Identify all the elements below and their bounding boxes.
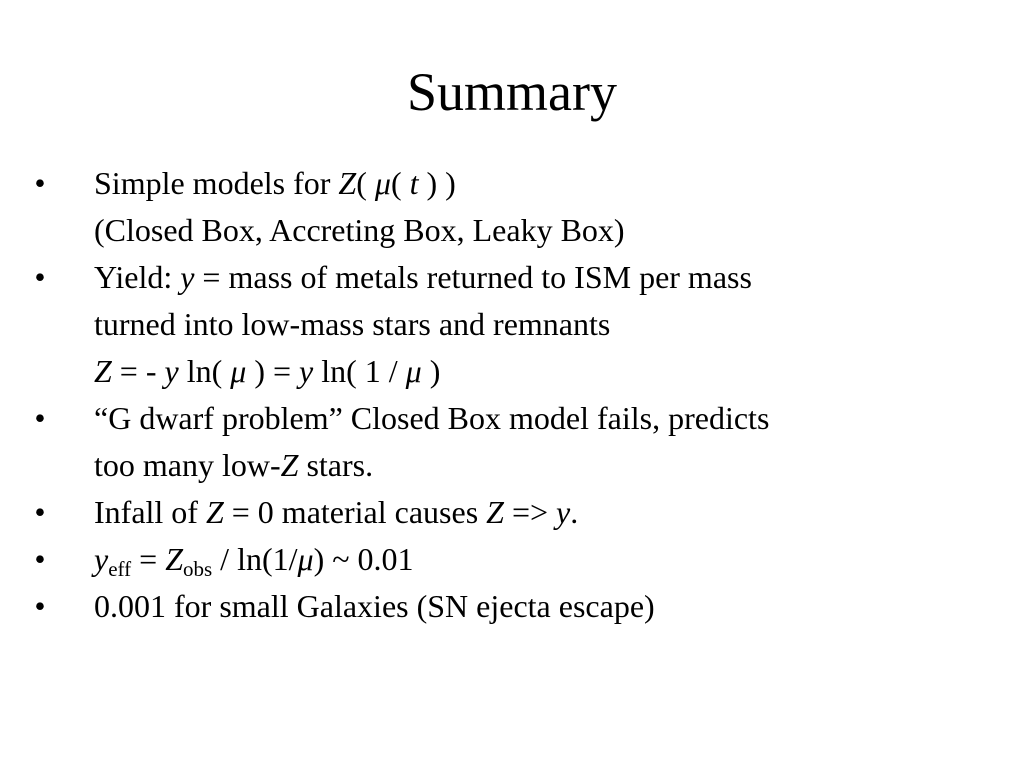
bullet-marker: • bbox=[34, 541, 46, 577]
bullet-text: Infall of Z = 0 material causes Z => y. bbox=[94, 494, 579, 530]
bullet-marker: • bbox=[34, 259, 46, 295]
bullet-line bbox=[30, 395, 990, 442]
bullet-text: Z = - y ln( μ ) = y ln( 1 / μ ) bbox=[94, 353, 441, 389]
bullet-text: Yield: y = mass of metals returned to ISM per mass bbox=[94, 259, 752, 295]
bullet-marker: • bbox=[34, 400, 46, 436]
bullet-text: turned into low-mass stars and remnants bbox=[94, 306, 611, 342]
bullet-line bbox=[30, 207, 990, 254]
bullet-line bbox=[30, 348, 990, 395]
bullet-marker: • bbox=[34, 494, 46, 530]
bullet-marker: • bbox=[34, 588, 46, 624]
bullet-line bbox=[30, 160, 990, 207]
bullet-text: too many low-Z stars. bbox=[94, 447, 374, 483]
bullet-text: (Closed Box, Accreting Box, Leaky Box) bbox=[94, 212, 625, 248]
bullet-line bbox=[30, 489, 990, 536]
bullet-text: “G dwarf problem” Closed Box model fails, predicts bbox=[94, 400, 770, 436]
bullet-line bbox=[30, 442, 990, 489]
bullet-line bbox=[30, 536, 990, 583]
bullet-line bbox=[30, 583, 990, 630]
bullet-list bbox=[30, 160, 990, 630]
bullet-line bbox=[30, 254, 990, 301]
bullet-text: $y_{eff} = Z_{obs} / \ln(1/\mu)$ ~ 0.01 bbox=[94, 541, 414, 581]
bullet-line bbox=[30, 301, 990, 348]
bullet-text: 0.001 for small Galaxies (SN ejecta escape) bbox=[94, 588, 655, 624]
slide-title: Summary bbox=[407, 62, 617, 122]
bullet-text: Simple models for Z( μ( t ) ) bbox=[94, 165, 456, 201]
bullet-marker: • bbox=[34, 165, 46, 201]
